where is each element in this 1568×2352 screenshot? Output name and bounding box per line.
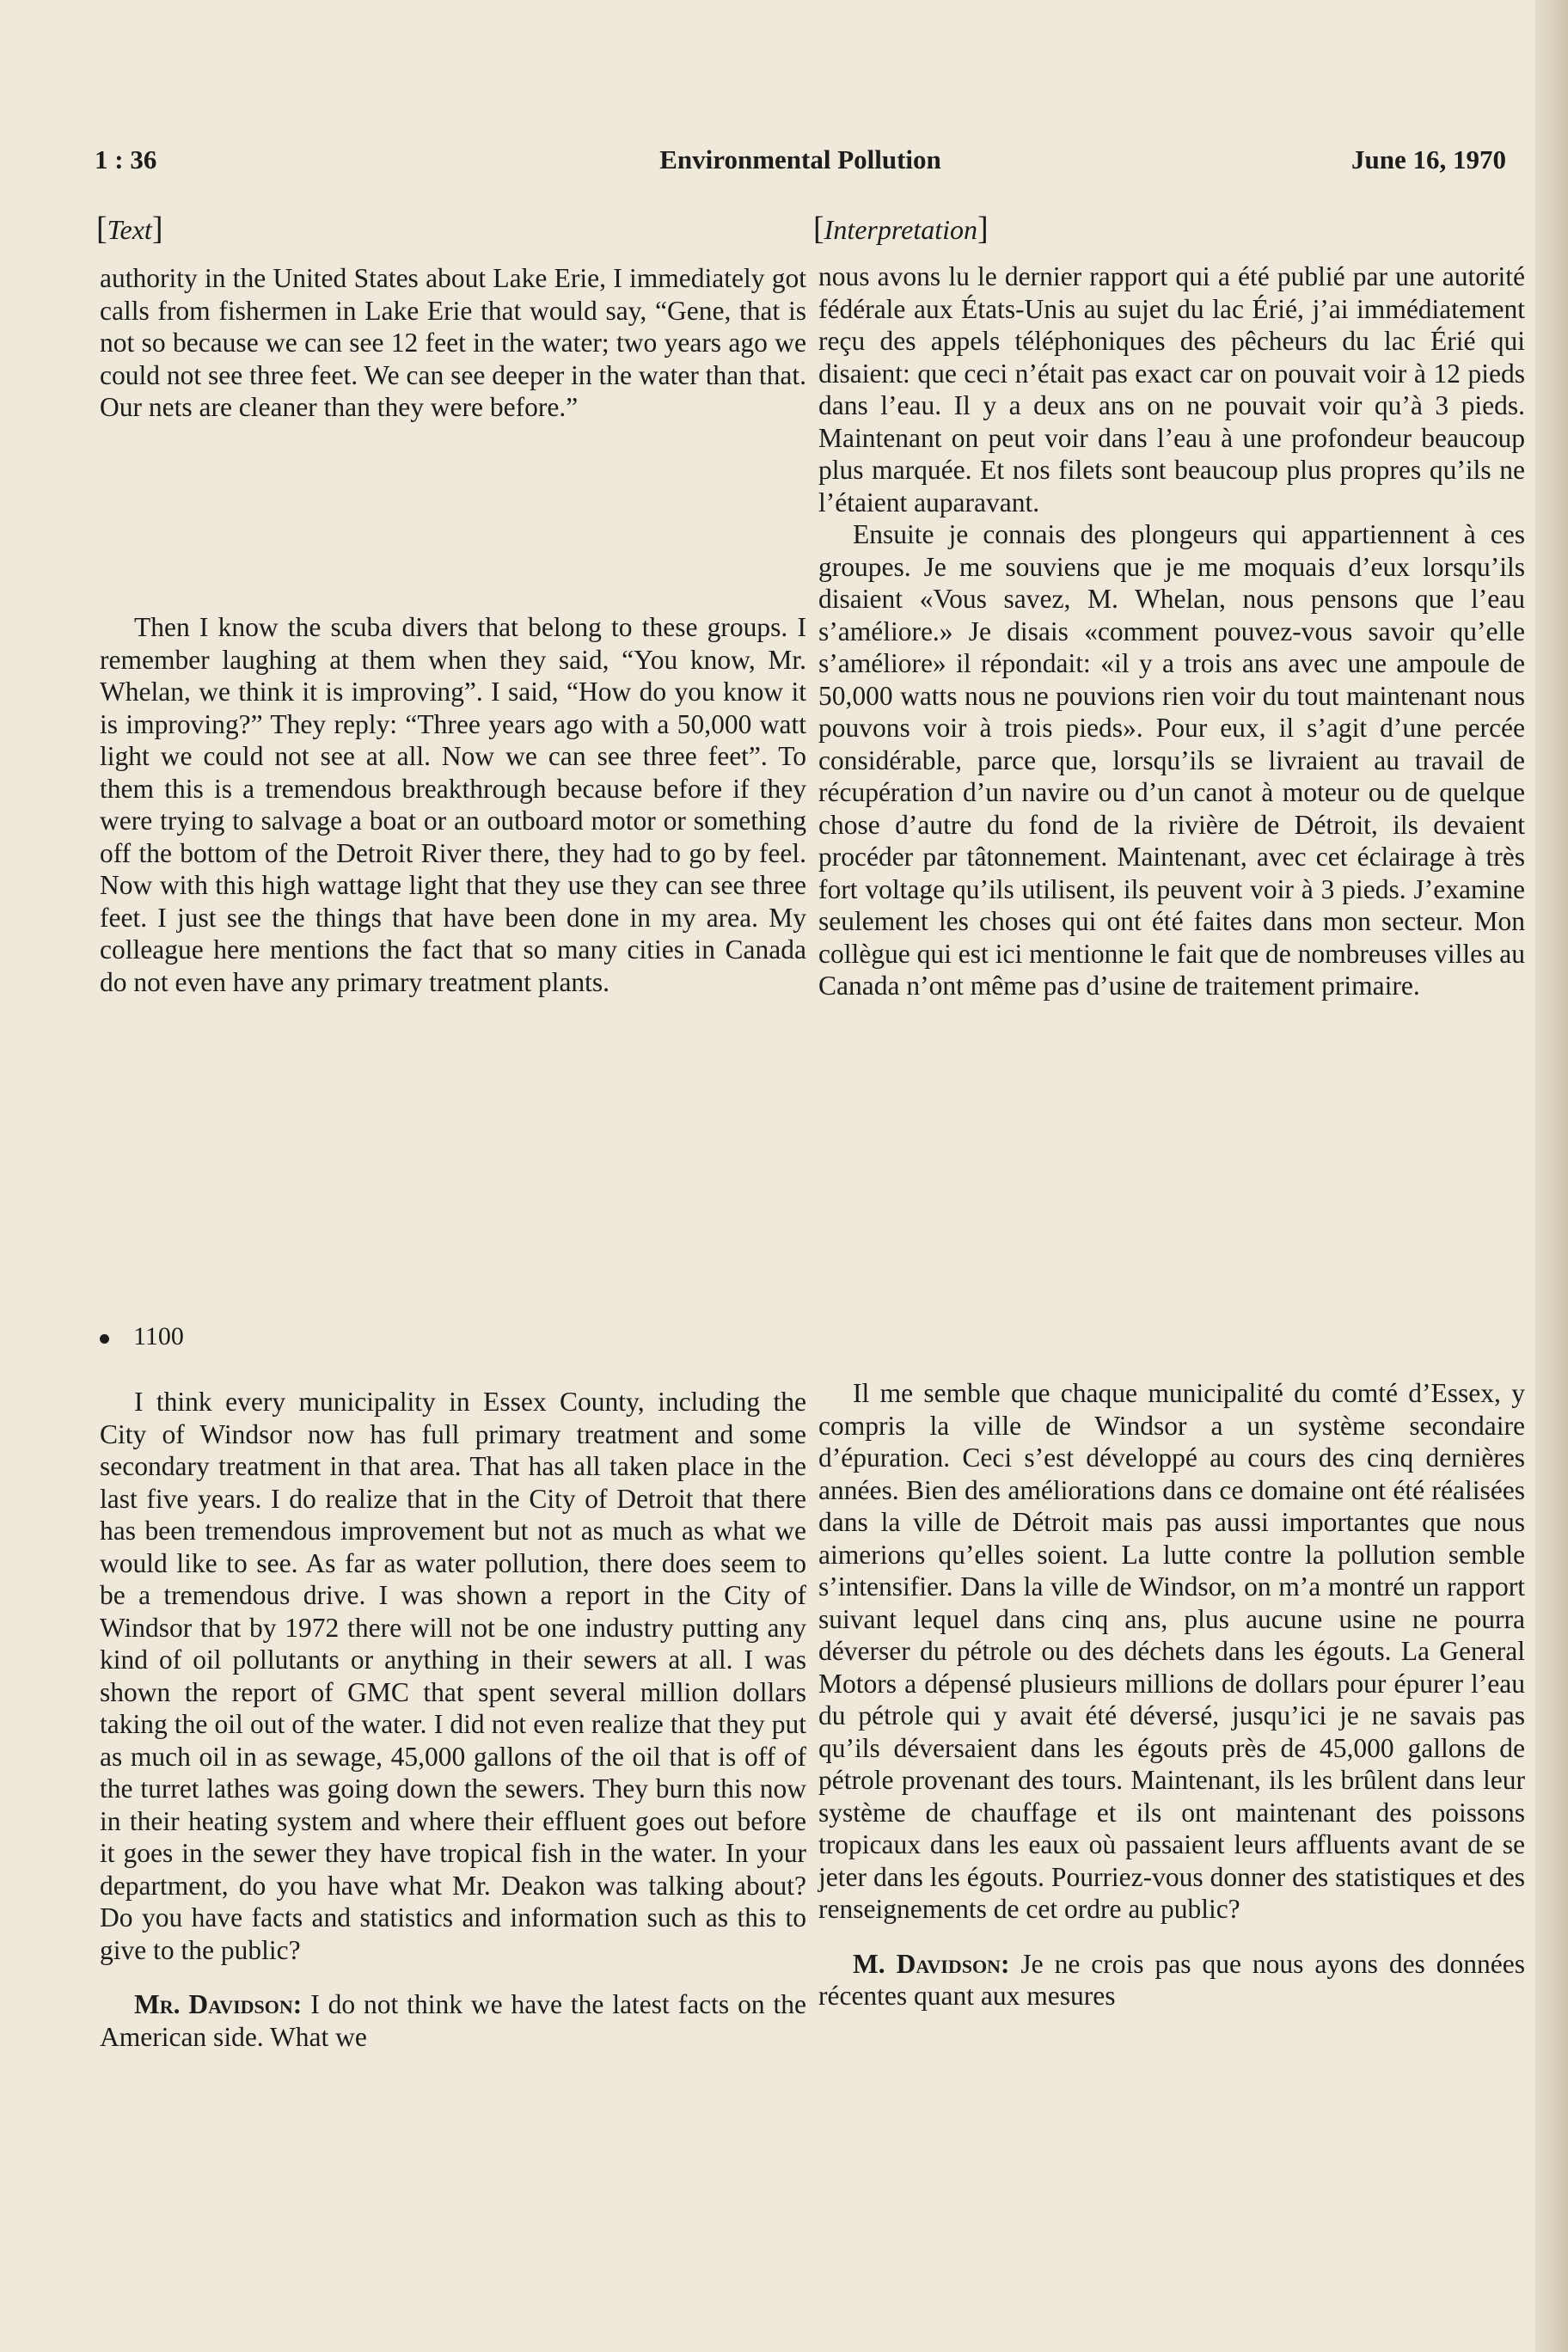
bullet-icon bbox=[100, 1334, 109, 1344]
text-column-label: [Text] bbox=[96, 211, 163, 247]
english-paragraph: authority in the United States about Lake Erie, I immediately got calls from fishermen in Lake Erie that would say, “Gene, that is not so because we can see 12 feet in the water; two years ago we could not see three feet. We can see deeper in the water than that. Our nets are cleaner than they were before.” bbox=[100, 263, 806, 422]
speaker-name: Mr. Davidson: bbox=[134, 1989, 303, 2019]
page-date: June 16, 1970 bbox=[1351, 144, 1506, 175]
speaker-text: I do not think we have the latest facts on the American side. What we bbox=[100, 1989, 806, 2052]
english-paragraph: I think every municipality in Essex County, including the City of Windsor now has full primary treatment and some secondary treatment in that area. That has all taken place in the last five years. I do realize that in the City of Detroit that there has been tremendous improvement but not as much as what we would like to see. As far as water pollution, there does seem to be a tremendous drive. I was shown a report in the City of Windsor that by 1972 there will not be one industry putting any kind of oil pollutants or anything in their sewers at all. I was shown the report of GMC that spent several million dollars taking the oil out of the water. I did not even realize that they put as much oil in as sewage, 45,000 gallons of the oil that is off of the turret lathes was going down the sewers. They burn this now in their heating system and where their effluent goes out before it goes in the sewer they have tropical fish in the water. In your department, do you have what Mr. Deakon was talking about? Do you have facts and statistics and information such as this to give to the public? bbox=[100, 1387, 806, 1965]
page-header bbox=[95, 144, 1506, 179]
french-speaker-paragraph bbox=[818, 1948, 1525, 2012]
french-paragraph: Ensuite je connais des plongeurs qui appartiennent à ces groupes. Je me souviens que je me moquais d’eux lorsqu’ils disaient «Vous savez, M. Whelan, nous pensons que l’eau s’améliore.» Je disais «comment pouvez-vous savoir qu’elle s’améliore» il répondait: «il y a trois ans avec une ampoule de 50,000 watts nous ne pouvions rien voir du tout maintenant nous pouvons voir à trois pieds». Pour eux, il s’agit d’une percée considérable, parce que, lorsqu’ils se livraient au travail de récupération d’un navire ou d’un canot à moteur ou de quelque chose d’autre du fond de la rivière de Détroit, ils devaient procéder par tâtonnement. Maintenant, avec cet éclairage à très fort voltage qu’ils utilisent, ils peuvent voir à 3 pieds. J’examine seulement les choses qui ont été faites dans mon secteur. Mon collègue qui est ici mentionne le fait que de nombreuses villes au Canada n’ont même pas d’usine de traitement primaire. bbox=[818, 519, 1525, 1001]
speaker-name: M. Davidson: bbox=[853, 1948, 1010, 1979]
interpretation-label: Interpretation bbox=[824, 214, 977, 245]
english-column-bottom bbox=[100, 1386, 806, 2053]
speaker-text: Je ne crois pas que nous ayons des données récentes quant aux mesures bbox=[818, 1948, 1526, 2011]
english-speaker-paragraph bbox=[100, 1988, 806, 2053]
english-column-middle bbox=[100, 611, 806, 998]
english-column-top bbox=[100, 262, 806, 424]
page-number: 1 : 36 bbox=[95, 144, 157, 175]
english-paragraph: Then I know the scuba divers that belong to these groups. I remember laughing at them when they said, “You know, Mr. Whelan, we think it is improving”. I said, “How do you know it is improving?” They reply: “Three years ago with a 50,000 watt light we could not see at all. Now we can see three feet”. To them this is a tremendous breakthrough because before if they were trying to salvage a boat or an outboard motor or something off the bottom of the Detroit River there, they had to go by feel. Now with this high wattage light that they use they can see three feet. I just see the things that have been done in my area. My colleague here mentions the fact that so many cities in Canada do not even have any primary treatment plants. bbox=[100, 612, 806, 997]
interpretation-column-label: [Interpretation] bbox=[813, 211, 989, 247]
text-label: Text bbox=[107, 214, 152, 245]
timestamp-marker bbox=[100, 1322, 184, 1351]
french-paragraph: nous avons lu le dernier rapport qui a été publié par une autorité fédérale aux États-Unis au sujet du lac Érié, j’ai immédiatement reçu des appels téléphoniques des pêcheurs du lac Érié qui disaient: que ceci n’était pas exact car on pouvait voir à 12 pieds dans l’eau. Il y a deux ans on ne pouvait voir qu’à 3 pieds. Maintenant on peut voir dans l’eau à une profondeur beaucoup plus marquée. Et nos filets sont beaucoup plus propres qu’ils ne l’étaient auparavant. bbox=[818, 261, 1525, 518]
french-column-bottom bbox=[818, 1377, 1525, 2012]
page-title: Environmental Pollution bbox=[659, 144, 941, 175]
timestamp: 1100 bbox=[133, 1322, 184, 1351]
french-paragraph: Il me semble que chaque municipalité du comté d’Essex, y compris la ville de Windsor a un système secondaire d’épuration. Ceci s’est développé au cours des cinq dernières années. Bien des améliorations dans ce domaine ont été réalisées dans la ville de Détroit mais pas aussi importantes que nous aimerions qu’elles soient. La lutte contre la pollution semble s’intensifier. Dans la ville de Windsor, on m’a montré un rapport suivant lequel dans cinq ans, plus aucune usine ne pourra déverser du pétrole ou des déchets dans les égouts. La General Motors a dépensé plusieurs millions de dollars pour épurer l’eau du pétrole qui y avait été déversé, jusqu’ici je ne savais pas qu’ils déversaient dans les égouts près de 45,000 gallons de pétrole provenant des tours. Maintenant, ils les brûlent dans leur système de chauffage et ils ont maintenant des poissons tropicaux dans les eaux où passaient leurs affluents avant de se jeter dans les égouts. Pourriez-vous donner des statistiques et des renseignements de cet ordre au public? bbox=[818, 1378, 1525, 1924]
french-column-top bbox=[818, 260, 1525, 1002]
page-edge bbox=[1535, 0, 1568, 2352]
